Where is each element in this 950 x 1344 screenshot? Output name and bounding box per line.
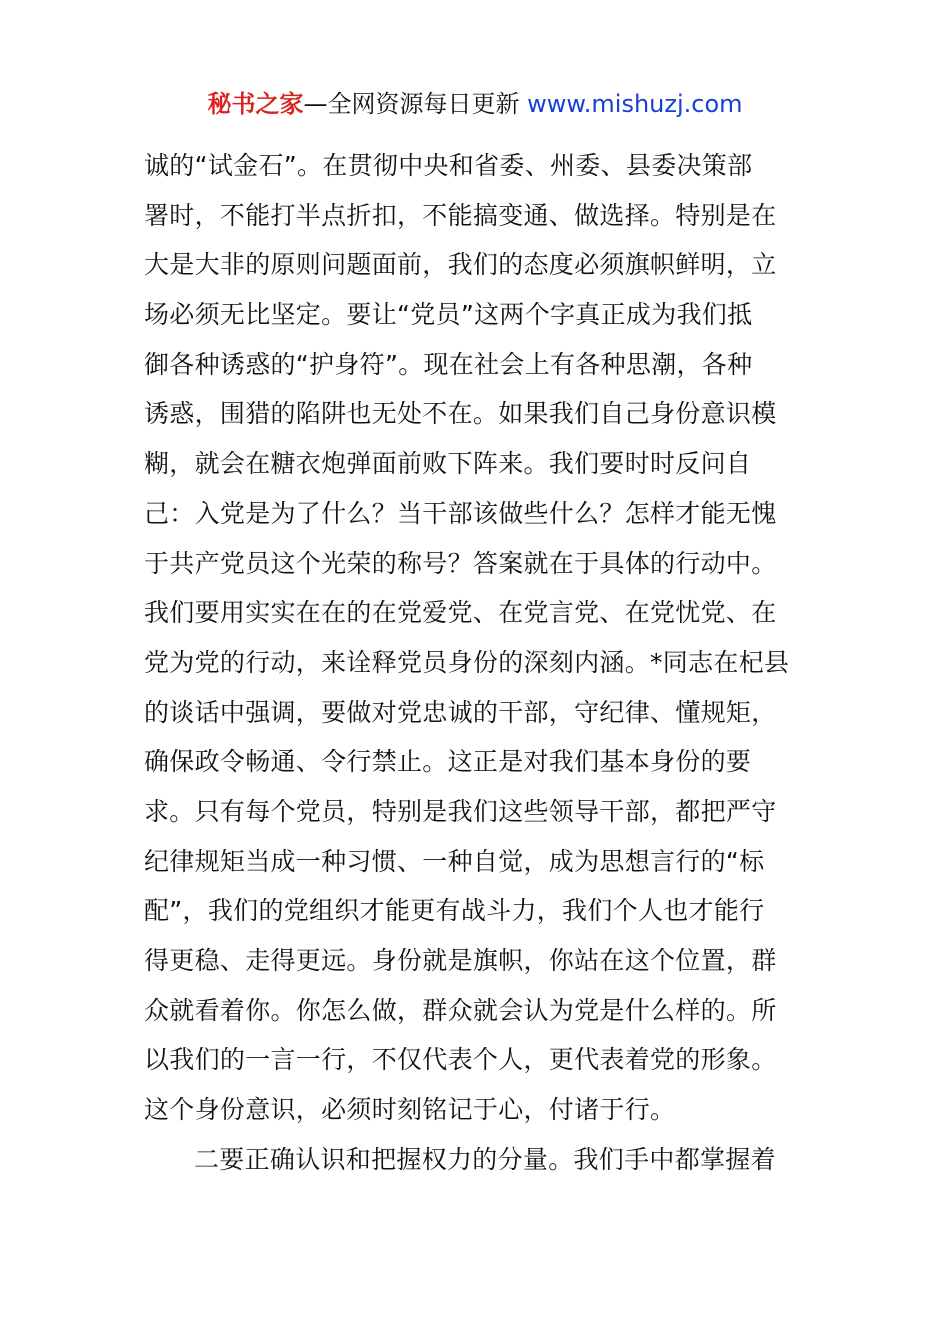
text-line: 诚的“试金石”。在贯彻中央和省委、州委、县委决策部 (144, 151, 753, 180)
text-line: 我们要用实实在在的在党爱党、在党言党、在党忧党、在 (144, 598, 777, 628)
text-line: 求。只有每个党员，特别是我们这些领导干部，都把严守 (144, 796, 777, 826)
text-line: 糊，就会在糖衣炮弹面前败下阵来。我们要时时反问自 (144, 449, 752, 479)
text-line: 御各种诱惑的“护身符”。现在社会上有各种思潮，各种 (144, 349, 753, 379)
text-line: 配”，我们的党组织才能更有战斗力，我们个人也才能行 (144, 896, 765, 926)
site-url-link[interactable]: www.mishuzj.com (527, 90, 743, 118)
text-line: 纪律规矩当成一种习惯、一种自觉，成为思想言行的“标 (144, 846, 765, 876)
text-line: 的谈话中强调，要做对党忠诚的干部，守纪律、懂规矩， (144, 697, 777, 727)
text-line: 这个身份意识，必须时刻铭记于心，付诸于行。 (144, 1095, 676, 1125)
text-line: 大是大非的原则问题面前，我们的态度必须旗帜鲜明，立 (144, 250, 777, 280)
text-line: 场必须无比坚定。要让“党员”这两个字真正成为我们抵 (144, 300, 753, 330)
paragraph-start-line: 二要正确认识和把握权力的分量。我们手中都掌握着 (194, 1144, 776, 1174)
text-line: 党为党的行动，来诠释党员身份的深刻内涵。*同志在杞县 (144, 647, 790, 677)
text-line: 署时，不能打半点折扣，不能搞变通、做选择。特别是在 (144, 200, 777, 230)
site-tagline: —全网资源每日更新 (303, 90, 528, 118)
document-body (144, 141, 808, 1184)
text-line: 以我们的一言一行，不仅代表个人，更代表着党的形象。 (144, 1045, 777, 1075)
text-line: 己：入党是为了什么？当干部该做些什么？怎样才能无愧 (144, 498, 777, 528)
site-brand: 秘书之家 (207, 90, 304, 118)
site-header (0, 86, 950, 122)
text-line: 得更稳、走得更远。身份就是旗帜，你站在这个位置，群 (144, 946, 777, 975)
text-line: 于共产党员这个光荣的称号？答案就在于具体的行动中。 (144, 548, 777, 578)
text-line: 众就看着你。你怎么做，群众就会认为党是什么样的。所 (144, 995, 777, 1025)
text-line: 诱惑，围猎的陷阱也无处不在。如果我们自己身份意识模 (144, 399, 777, 429)
text-line: 确保政令畅通、令行禁止。这正是对我们基本身份的要 (144, 747, 752, 777)
